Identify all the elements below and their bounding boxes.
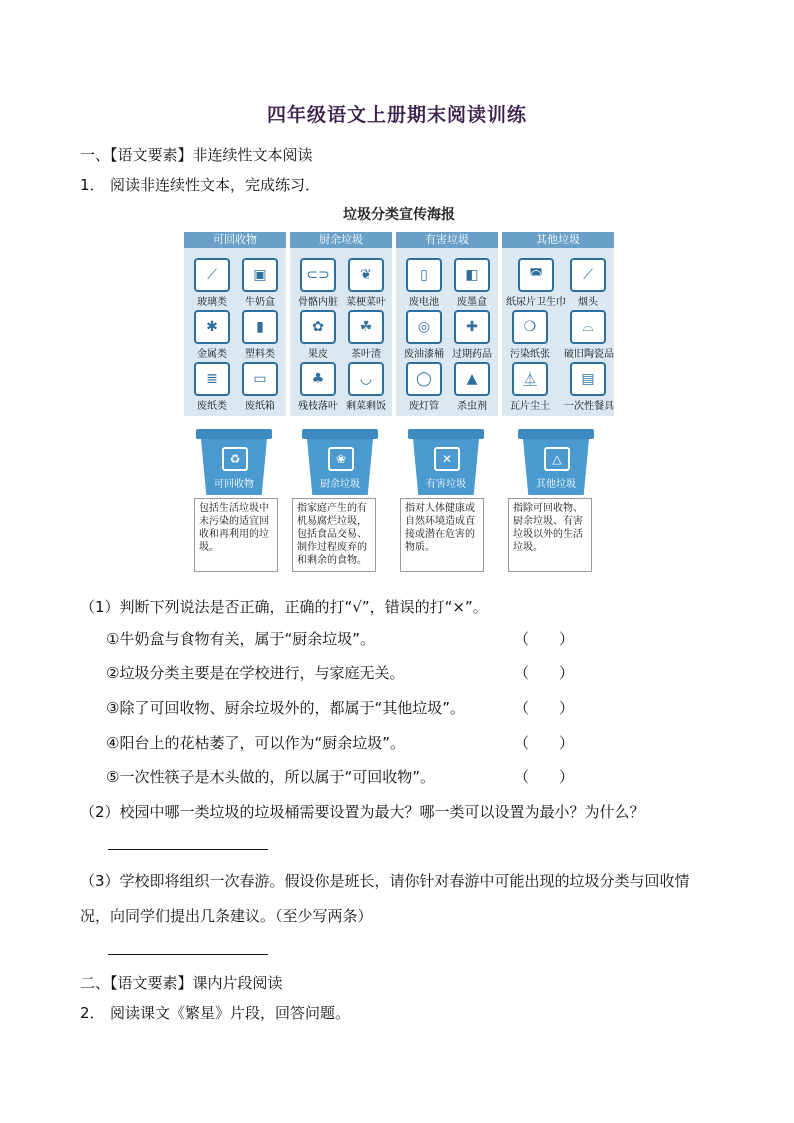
bin-label: 其他垃圾 [536,479,576,490]
poster-item [448,310,496,360]
food-icon: ❀ [328,447,354,471]
poster-item [188,258,236,308]
poster-item [400,258,448,308]
poster-item [342,310,390,360]
poster-item-label: 一次性餐具 [564,401,614,412]
lamp-tube-icon: ◯ [406,362,442,396]
answer-line-3[interactable] [108,954,268,955]
poster-item-label: 烟头 [578,297,598,308]
question-1-text: 阅读非连续性文本，完成练习． [110,176,321,194]
poster-item-label: 塑料类 [245,349,275,360]
answer-blank-3[interactable]: （ ） [514,699,575,717]
paper-stack-icon: ≣ [194,362,230,396]
poster-item-label: 废纸箱 [245,401,275,412]
poster-item [236,310,284,360]
peel-icon: ✿ [300,310,336,344]
poster-item [188,362,236,412]
poster-item [400,362,448,412]
bin-lid [302,429,378,439]
poster-title: 垃圾分类宣传海报 [343,207,455,223]
answer-blank-1[interactable]: （ ） [514,630,575,648]
poster-item-label: 玻璃类 [197,297,227,308]
answer-blank-2[interactable]: （ ） [514,664,575,682]
judgement-item-4: ④阳台上的花枯萎了，可以作为“厨余垃圾”。 [106,734,405,752]
box-icon: ▭ [242,362,278,396]
sub-question-3-line-1: （3）学校即将组织一次春游。假设你是班长，请你针对春游中可能出现的垃圾分类与回收情 [80,872,690,890]
bin-label: 厨余垃圾 [320,479,360,490]
poster-item [506,258,566,308]
ceramic-icon: ⌓ [570,310,606,344]
poster-item [236,258,284,308]
poster-column-head: 其他垃圾 [502,232,614,248]
poster-item-label: 牛奶盒 [245,297,275,308]
question-2-text: 阅读课文《繁星》片段，回答问题。 [110,1004,351,1022]
poster-column [502,248,614,416]
question-1-number: 1． [80,176,105,194]
bin-lid [408,429,484,439]
triangle-icon: △ [544,447,570,471]
plant-icon: ♣ [300,362,336,396]
judgement-item-3: ③除了可回收物、厨余垃圾外的，都属于“其他垃圾”。 [106,699,465,717]
section-heading-2: 二、【语文要素】课内片段阅读 [80,974,283,992]
poster-item-label: 废灯管 [409,401,439,412]
section-heading-1: 一、【语文要素】非连续性文本阅读 [80,146,313,164]
cigarette-icon: ⟋ [570,258,606,292]
poster-column-head: 有害垃圾 [396,232,498,248]
poster-column [396,248,498,416]
bone-icon: ⊂⊃ [300,258,336,292]
garbage-poster [184,198,614,580]
poster-item-label: 茶叶渣 [351,349,381,360]
metal-icon: ✱ [194,310,230,344]
bin-lid [196,429,272,439]
poster-item-label: 废墨盒 [457,297,487,308]
poster-item [448,258,496,308]
carton-icon: ▣ [242,258,278,292]
sub-question-2: （2）校园中哪一类垃圾的垃圾桶需要设置为最大？哪一类可以设置为最小？为什么？ [80,803,645,821]
poster-item-label: 骨骼内脏 [298,297,338,308]
poster-item-label: 破旧陶瓷品 [564,349,614,360]
poster-item-label: 废纸类 [197,401,227,412]
question-2-number: 2． [80,1004,105,1022]
poster-item [506,310,554,360]
recyclable-bin [196,429,272,495]
poster-item-label: 污染纸张 [510,349,550,360]
bin-description: 指除可回收物、厨余垃圾、有害垃圾以外的生活垃圾。 [508,498,592,572]
bin-lid [518,429,594,439]
poster-item [342,258,390,308]
poster-item [564,258,612,308]
poster-column-head: 厨余垃圾 [290,232,392,248]
poster-item-label: 剩菜剩饭 [346,401,386,412]
poster-item-label: 果皮 [308,349,328,360]
vegetable-icon: ❦ [348,258,384,292]
bin-description: 指对人体健康或自然环境造成直接或潜在危害的物质。 [400,498,484,572]
diaper-icon: ◚ [518,258,554,292]
poster-item [448,362,496,412]
bin-description: 指家庭产生的有机易腐烂垃圾，包括食品交易、制作过程废弃的和剩余的食物。 [292,498,376,572]
poster-item [294,362,342,412]
hazardous-bin [408,429,484,495]
poster-item-label: 杀虫剂 [457,401,487,412]
disposable-cup-icon: ▤ [570,362,606,396]
poster-item-label: 过期药品 [452,349,492,360]
poster-item-label: 废油漆桶 [404,349,444,360]
poster-item-label: 残枝落叶 [298,401,338,412]
tissue-icon: ❍ [512,310,548,344]
bin-label: 有害垃圾 [426,479,466,490]
poster-column [290,248,392,416]
poster-item [400,310,448,360]
tea-leaf-icon: ☘ [348,310,384,344]
answer-blank-4[interactable]: （ ） [514,734,575,752]
poster-item-label: 废电池 [409,297,439,308]
bottle-icon: ⟋ [194,258,230,292]
kitchen-waste-bin [302,429,378,495]
recycle-icon: ♻ [222,447,248,471]
paint-bucket-icon: ◎ [406,310,442,344]
medicine-icon: ✚ [454,310,490,344]
poster-item [188,310,236,360]
answer-line-2[interactable] [108,849,268,850]
poster-item [294,258,342,308]
poster-item-label: 瓦片尘土 [510,401,550,412]
poster-item-label: 纸尿片卫生巾 [506,297,566,308]
judgement-item-5: ⑤一次性筷子是木头做的，所以属于“可回收物”。 [106,768,435,786]
judgement-item-1: ①牛奶盒与食物有关，属于“厨余垃圾”。 [106,630,375,648]
sub-question-1: （1）判断下列说法是否正确，正确的打“√”，错误的打“×”。 [80,598,488,616]
judgement-item-2: ②垃圾分类主要是在学校进行，与家庭无关。 [106,664,405,682]
plastic-bottle-icon: ▮ [242,310,278,344]
ink-cartridge-icon: ◧ [454,258,490,292]
bin-description: 包括生活垃圾中未污染的适宜回收和再利用的垃圾。 [194,498,278,572]
poster-item [236,362,284,412]
poster-item [564,362,612,412]
battery-icon: ▯ [406,258,442,292]
page-title: 四年级语文上册期末阅读训练 [266,104,527,126]
poster-item [506,362,554,412]
poster-item [342,362,390,412]
poster-column-head: 可回收物 [184,232,286,248]
answer-blank-5[interactable]: （ ） [514,768,575,786]
hazard-icon: ✕ [434,447,460,471]
bin-label: 可回收物 [214,479,254,490]
bowl-icon: ◡ [348,362,384,396]
poster-item [564,310,612,360]
poster-item-label: 金属类 [197,349,227,360]
poster-item [294,310,342,360]
poster-column [184,248,286,416]
spray-can-icon: ▲ [454,362,490,396]
poster-item-label: 菜梗菜叶 [346,297,386,308]
broom-icon: ⏅ [512,362,548,396]
other-waste-bin [518,429,594,495]
sub-question-3-line-2: 况，向同学们提出几条建议。（至少写两条） [80,907,373,925]
